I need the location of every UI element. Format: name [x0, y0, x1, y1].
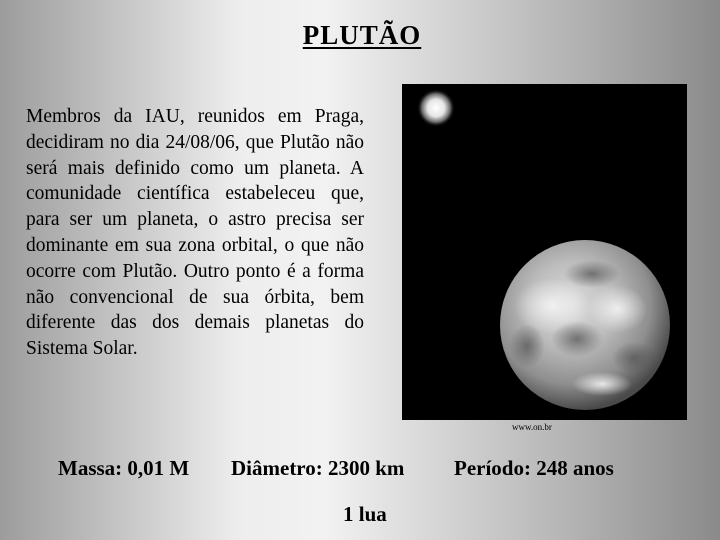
fact-moons: 1 lua [343, 502, 387, 526]
slide-title: PLUTÃO [302, 20, 422, 50]
pluto-large-view [500, 240, 670, 410]
fact-period: Período: 248 anos [454, 456, 614, 480]
body-paragraph: Membros da IAU, reunidos em Praga, decidiram no dia 24/08/06, que Plutão não será mais definido como um planeta. A comunidade científica estabeleceu que, para ser um planeta, o astro precisa ser dominante em sua zona orbital, o que não ocorre com Plutão. Outro ponto é a forma não convencional de sua órbita, bem diferente das dos demais planetas do Sistema Solar. [26, 106, 364, 360]
pluto-small-view [417, 89, 455, 127]
fact-diameter: Diâmetro: 2300 km [231, 456, 405, 480]
pluto-image [402, 84, 687, 420]
fact-mass: Massa: 0,01 M [58, 456, 190, 480]
image-credit: www.on.br [512, 422, 552, 432]
